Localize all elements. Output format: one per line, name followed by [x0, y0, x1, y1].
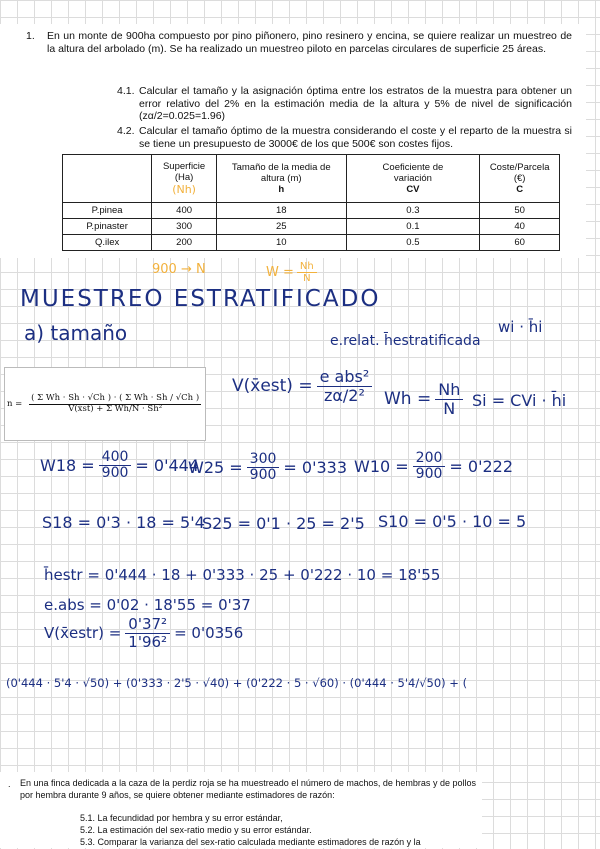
question-4-1-text: Calcular el tamaño y la asignación óptima entre los estratos de la muestra para obtener un error relativo del 2% en la estimación media de la altura y 5% de nivel de significación (zα/2=0.025=1.96) — [139, 85, 572, 122]
stratified-mean: h̄estr = 0'444 · 18 + 0'333 · 25 + 0'222 · 10 = 18'55 — [44, 566, 441, 584]
table-row: P.pinaster 300 25 0.1 40 — [63, 219, 560, 235]
sample-size-expression: (0'444 · 5'4 · √50) + (0'333 · 2'5 · √40) + (0'222 · 5 · √60) · (0'444 · 5'4/√50) + ( — [6, 676, 468, 690]
header-media-altura: Tamaño de la media de altura (m) h — [216, 155, 346, 203]
problem-1-statement: En un monte de 900ha compuesto por pino piñonero, pino resinero y encina, se quiere realizar un muestreo de la altura del arbolado (m). Se ha realizado un muestreo piloto en parcelas circulares de superficie 25 áreas. — [47, 30, 572, 55]
note-total-n: 900 → N — [152, 262, 206, 277]
sd-s10: S10 = 0'5 · 10 = 5 — [378, 512, 527, 531]
formula-numerator: ( Σ Wh · Sh · √Ch ) · ( Σ Wh · Sh / √Ch ) — [31, 392, 200, 403]
weight-formula: Wh = $\frac{Nh}{N}$ — [384, 381, 463, 417]
table-corner — [63, 155, 152, 203]
note-relative-error: e.relat. h̄estratificada — [330, 333, 481, 349]
header-coste-parcela: Coste/Parcela (€) C — [480, 155, 560, 203]
question-4-1-number: 4.1. — [117, 85, 135, 97]
section-title: MUESTREO ESTRATIFICADO — [20, 286, 381, 312]
table-row: Q.ilex 200 10 0.5 60 — [63, 235, 560, 251]
part-a-label: a) tamaño — [24, 321, 128, 345]
formula-denominator: V(x̄st) + Σ Wh/N · Sh² — [68, 403, 163, 414]
variance-value: V(x̄estr) = $\frac{\text{0'37²}}{\text{1'96²}}$ = 0'0356 — [44, 615, 244, 651]
problem-2-item: 5.3. Comparar la varianza del sex-ratio calculada mediante estimadores de razón y la — [80, 837, 421, 847]
sd-s25: S25 = 0'1 · 25 = 2'5 — [202, 514, 365, 533]
weight-w18: W18 = $\frac{400}{900}$ = 0'444 — [40, 449, 200, 482]
formula-n-lhs: n = — [7, 399, 23, 409]
si-formula: Si = CVi · h̄i — [472, 391, 567, 410]
weight-w25: W25 = $\frac{300}{900}$ = 0'333 — [188, 451, 348, 484]
question-4-2-number: 4.2. — [117, 125, 135, 137]
strata-table — [62, 154, 560, 251]
problem-2-item: 5.2. La estimación del sex-ratio medio y su error estándar. — [80, 825, 312, 835]
absolute-error: e.abs = 0'02 · 18'55 = 0'37 — [44, 596, 251, 614]
weight-w10: W10 = $\frac{200}{900}$ = 0'222 — [354, 450, 514, 483]
sd-s18: S18 = 0'3 · 18 = 5'4 — [42, 513, 205, 532]
header-coef-variacion: Coeficiente de variación CV — [346, 155, 480, 203]
variance-formula: V(x̄est) = $\frac{\text{e abs²}}{\text{zα/2²}}$ — [232, 368, 372, 404]
problem-2-item: 5.1. La fecundidad por hembra y su error estándar, — [80, 813, 283, 823]
problem-2-bullet: . — [8, 779, 11, 789]
question-4-2-text: Calcular el tamaño óptimo de la muestra considerando el coste y el reparto de la muestra si se tiene un presupuesto de 3000€ de los que 500€ son costes fijos. — [139, 125, 572, 150]
printed-formula — [4, 367, 206, 441]
note-weight-def: W = $\frac{Nh}{N}$ — [266, 261, 317, 284]
note-wi-hi: wi · h̄i — [498, 318, 543, 336]
problem-2-statement: En una finca dedicada a la caza de la perdiz roja se ha muestreado el número de machos, de hembras y de pollos por hembra durante 9 años, se quiere obtener mediante estimadores de razón: — [20, 778, 476, 800]
header-superficie: Superficie (Ha) (Nh) — [152, 155, 217, 203]
table-row: P.pinea 400 18 0.3 50 — [63, 203, 560, 219]
problem-1-number: 1. — [26, 30, 35, 42]
